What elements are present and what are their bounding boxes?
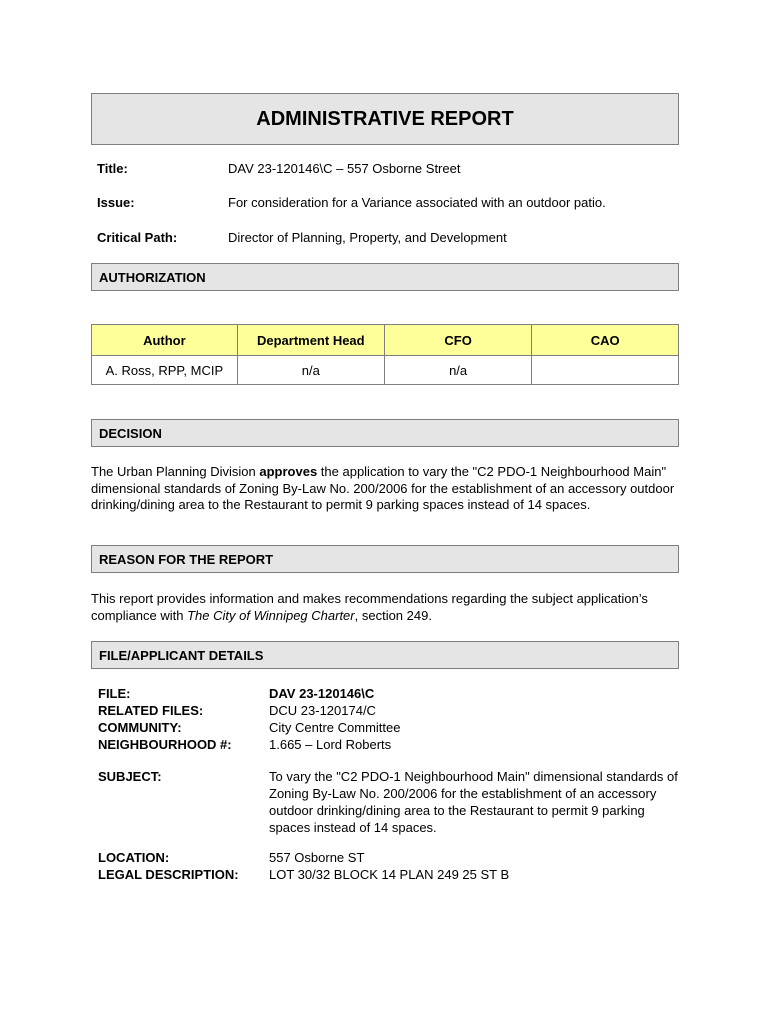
neighbourhood-value: 1.665 – Lord Roberts — [269, 737, 392, 752]
cfo-cell: n/a — [384, 356, 532, 385]
community-value: City Centre Committee — [269, 720, 401, 735]
decision-text — [91, 464, 681, 514]
decision-text-start: The Urban Planning Division — [91, 464, 260, 479]
authorization-header-row — [92, 325, 679, 356]
authorization-heading: AUTHORIZATION — [99, 270, 206, 285]
reason-heading: REASON FOR THE REPORT — [99, 552, 274, 567]
reason-text-start: This report provides information and makes recommendations regarding the subject application’s compliance with — [91, 591, 648, 623]
authorization-section-header — [91, 263, 679, 291]
title-label: Title: — [97, 161, 128, 176]
authorization-row — [92, 356, 679, 385]
col-cfo: CFO — [384, 325, 532, 356]
related-files-label: RELATED FILES: — [98, 703, 204, 718]
decision-section-header — [91, 419, 679, 447]
subject-value: To vary the "C2 PDO-1 Neighbourhood Main" dimensional standards of Zoning By-Law No. 200/2006 for the establishment of an accessory outdoor drinking/dining area to the Restaurant to permit 9 parking spaces instead of 14 spaces. — [269, 769, 678, 835]
file-value: DAV 23-120146\C — [269, 686, 375, 701]
cao-cell — [532, 356, 679, 385]
file-label: FILE: — [98, 686, 131, 701]
legal-description-label: LEGAL DESCRIPTION: — [98, 867, 239, 882]
reason-section-header — [91, 545, 679, 573]
issue-value: For consideration for a Variance associated with an outdoor patio. — [228, 195, 606, 210]
neighbourhood-label: NEIGHBOURHOOD #: — [98, 737, 232, 752]
charter-title: The City of Winnipeg Charter — [187, 607, 355, 623]
location-label: LOCATION: — [98, 850, 170, 865]
report-heading: ADMINISTRATIVE REPORT — [256, 107, 514, 130]
issue-label: Issue: — [97, 195, 135, 210]
reason-text — [91, 591, 681, 624]
department-head-cell: n/a — [237, 356, 384, 385]
location-value: 557 Osborne ST — [269, 850, 365, 865]
decision-text-end: the application to vary the "C2 PDO-1 Neighbourhood Main" dimensional standards of Zoning By-Law No. 200/2006 for the establishment of an accessory outdoor drinking/dining area to the Restaurant to permit 9 parking spaces instead of 14 spaces. — [91, 464, 675, 512]
critical-path-value: Director of Planning, Property, and Development — [228, 230, 507, 245]
col-cao: CAO — [532, 325, 679, 356]
decision-verb: approves — [259, 464, 318, 479]
file-details-section-header — [91, 641, 679, 669]
authorization-table — [91, 324, 679, 385]
reason-text-end: , section 249. — [354, 607, 432, 623]
community-label: COMMUNITY: — [98, 720, 182, 735]
decision-heading: DECISION — [99, 426, 162, 441]
related-files-value: DCU 23-120174/C — [269, 703, 376, 718]
critical-path-label: Critical Path: — [97, 230, 178, 245]
subject-label: SUBJECT: — [98, 769, 162, 784]
file-details-heading: FILE/APPLICANT DETAILS — [99, 648, 264, 663]
col-author: Author — [92, 325, 238, 356]
title-value: DAV 23-120146\C – 557 Osborne Street — [228, 161, 461, 176]
legal-description-value: LOT 30/32 BLOCK 14 PLAN 249 25 ST B — [269, 867, 510, 882]
report-title-box — [91, 93, 679, 145]
author-cell: A. Ross, RPP, MCIP — [92, 356, 238, 385]
col-department-head: Department Head — [237, 325, 384, 356]
